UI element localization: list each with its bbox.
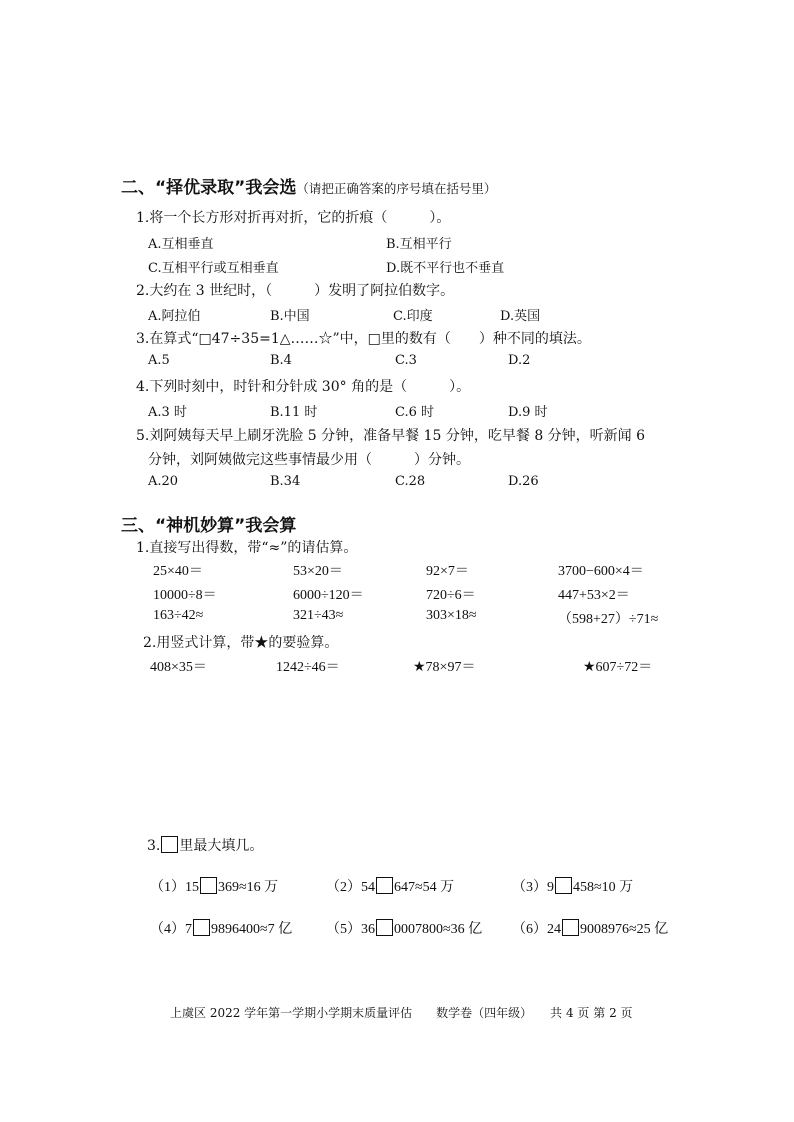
blank-box (562, 919, 579, 936)
calc-item: 447+53×2＝ (558, 588, 630, 603)
calc-item: 6000÷120＝ (293, 588, 364, 603)
calc-item: （598+27）÷71≈ (558, 612, 659, 627)
s3-q3-prefix: 3. (147, 838, 161, 854)
fill-item-post: 458≈10 万 (573, 880, 634, 895)
calc-item: 163÷42≈ (153, 608, 204, 623)
page-footer: 上虞区 2022 学年第一学期小学期末质量评估 数学卷（四年级） 共 4 页 第 2 页 (170, 1006, 633, 1020)
calc-item: 321÷43≈ (293, 608, 344, 623)
section2-note: （请把正确答案的序号填在括号里） (296, 181, 497, 196)
blank-box (161, 836, 178, 853)
fill-item-post: 0007800≈36 亿 (394, 922, 483, 937)
vertical-calc-item: ★607÷72＝ (583, 660, 653, 675)
fill-item-post: 9896400≈7 亿 (211, 922, 293, 937)
calc-item: 3700−600×4＝ (558, 564, 644, 579)
question-4: 4.下列时刻中，时针和分针成 30° 角的是（ ）。 (136, 379, 471, 395)
calc-item: 303×18≈ (426, 608, 477, 623)
q4-option-b: B.11 时 (270, 405, 318, 420)
q5-option-d: D.26 (508, 474, 539, 489)
question-2: 2.大约在 3 世纪时，（ ）发明了阿拉伯数字。 (136, 283, 455, 299)
section2-title (121, 173, 496, 198)
q1-option-c: C.互相平行或互相垂直 (148, 261, 279, 276)
fill-item-5 (326, 918, 482, 938)
vertical-calc-item: 408×35＝ (150, 660, 207, 675)
question-5-line2: 分钟，刘阿姨做完这些事情最少用（ ）分钟。 (148, 452, 470, 468)
q1-option-a: A.互相垂直 (148, 237, 214, 252)
calc-item: 92×7＝ (426, 564, 469, 579)
q3-option-b: B.4 (270, 353, 292, 368)
fill-item-pre: （1）15 (150, 880, 199, 895)
fill-item-pre: （6）24 (512, 922, 561, 937)
fill-item-pre: （4）7 (150, 922, 192, 937)
blank-box (376, 919, 393, 936)
calc-item: 53×20＝ (293, 564, 343, 579)
calc-item: 720÷6＝ (426, 588, 476, 603)
fill-item-post: 9008976≈25 亿 (580, 922, 669, 937)
vertical-calc-item: ★78×97＝ (413, 660, 476, 675)
question-5-line1: 5.刘阿姨每天早上刷牙洗脸 5 分钟，准备早餐 15 分钟，吃早餐 8 分钟，听新闻 6 (136, 428, 646, 444)
calc-item: 25×40＝ (153, 564, 203, 579)
s3-question-3 (147, 835, 263, 855)
fill-item-3 (512, 876, 633, 896)
q2-option-a: A.阿拉伯 (148, 309, 201, 324)
vertical-calc-item: 1242÷46＝ (276, 660, 340, 675)
q2-option-d: D.英国 (500, 309, 541, 324)
q2-option-c: C.印度 (393, 309, 433, 324)
fill-item-2 (326, 876, 454, 896)
q2-option-b: B.中国 (270, 309, 310, 324)
q3-option-c: C.3 (395, 353, 417, 368)
fill-item-pre: （3）9 (512, 880, 554, 895)
blank-box (200, 877, 217, 894)
s3-q3-suffix: 里最大填几。 (179, 838, 264, 854)
section3-title: 三、“神机妙算”我会算 (121, 516, 297, 536)
q5-option-b: B.34 (270, 474, 301, 489)
blank-box (555, 877, 572, 894)
q4-option-d: D.9 时 (508, 405, 548, 420)
fill-item-6 (512, 918, 668, 938)
s3-question-1: 1.直接写出得数，带“≈”的请估算。 (136, 540, 358, 556)
q4-option-a: A.3 时 (148, 405, 187, 420)
section2-heading: 二、“择优录取”我会选 (121, 178, 297, 198)
blank-box (376, 877, 393, 894)
fill-item-4 (150, 918, 292, 938)
q3-option-a: A.5 (148, 353, 170, 368)
s3-question-2: 2.用竖式计算，带★的要验算。 (143, 635, 339, 651)
question-1: 1.将一个长方形对折再对折，它的折痕（ ）。 (136, 210, 451, 226)
q5-option-c: C.28 (395, 474, 426, 489)
q4-option-c: C.6 时 (395, 405, 435, 420)
q5-option-a: A.20 (148, 474, 179, 489)
fill-item-post: 647≈54 万 (394, 880, 455, 895)
blank-box (193, 919, 210, 936)
calc-item: 10000÷8＝ (153, 588, 217, 603)
q3-option-d: D.2 (508, 353, 531, 368)
q1-option-d: D.既不平行也不垂直 (386, 261, 505, 276)
fill-item-1 (150, 876, 278, 896)
q1-option-b: B.互相平行 (386, 237, 452, 252)
fill-item-pre: （5）36 (326, 922, 375, 937)
fill-item-post: 369≈16 万 (218, 880, 279, 895)
fill-item-pre: （2）54 (326, 880, 375, 895)
question-3: 3.在算式“□47÷35=1△……☆”中，□里的数有（ ）种不同的填法。 (136, 331, 591, 347)
